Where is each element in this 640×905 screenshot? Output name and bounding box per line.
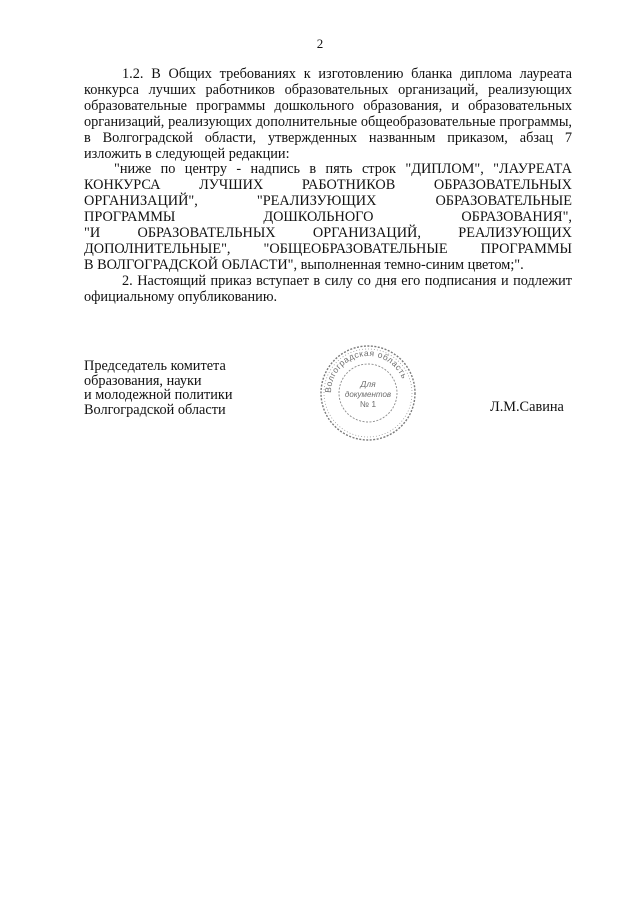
signatory-title-line: Председатель комитета — [84, 358, 226, 374]
stamp-line-3: № 1 — [359, 399, 377, 409]
quoted-text — [84, 162, 572, 273]
quote-line: "И ОБРАЗОВАТЕЛЬНЫХ ОРГАНИЗАЦИЙ, РЕАЛИЗУЮЩИХ — [84, 225, 572, 241]
document-body — [84, 67, 572, 305]
signatory-title-line: Волгоградской области — [84, 401, 226, 418]
stamp-line-1: Для — [360, 379, 376, 389]
quote-line: ПРОГРАММЫ ДОШКОЛЬНОГО ОБРАЗОВАНИЯ", — [84, 209, 572, 226]
quote-line: В ВОЛГОГРАДСКОЙ ОБЛАСТИ", выполненная темно-синим цветом;". — [84, 256, 524, 273]
signatory-title — [84, 359, 233, 417]
quote-line: КОНКУРСА ЛУЧШИХ РАБОТНИКОВ ОБРАЗОВАТЕЛЬНЫХ — [84, 177, 572, 194]
signatory-title-line: образования, науки — [84, 372, 202, 389]
paragraph-2: 2. Настоящий приказ вступает в силу со дня его подписания и подлежит официальному опубликованию. — [84, 272, 572, 305]
signatory-title-line: и молодежной политики — [84, 387, 233, 403]
official-stamp — [319, 344, 417, 442]
signatory-name: Л.М.Савина — [490, 399, 564, 415]
paragraph-1-2: 1.2. В Общих требованиях к изготовлению бланка диплома лауреата конкурса лучших работников образовательных организаций, реализующих образовательные программы дошкольного образования, и образовательных организаций, реализующих дополнительные общеобразовательные программы, в Волгоградской области, утвержденных названным приказом, абзац 7 изложить в следующей редакции: — [84, 66, 572, 162]
page-number: 2 — [316, 36, 324, 51]
stamp-line-2: документов — [344, 390, 392, 399]
stamp-ring-text: Волгоградская область — [322, 347, 410, 394]
quote-line: "ниже по центру - надпись в пять строк "ДИПЛОМ", "ЛАУРЕАТА — [114, 161, 572, 178]
quote-line: ОРГАНИЗАЦИЙ", "РЕАЛИЗУЮЩИХ ОБРАЗОВАТЕЛЬНЫЕ — [84, 193, 572, 210]
quote-line: ДОПОЛНИТЕЛЬНЫЕ", "ОБЩЕОБРАЗОВАТЕЛЬНЫЕ ПРОГРАММЫ — [84, 240, 572, 257]
